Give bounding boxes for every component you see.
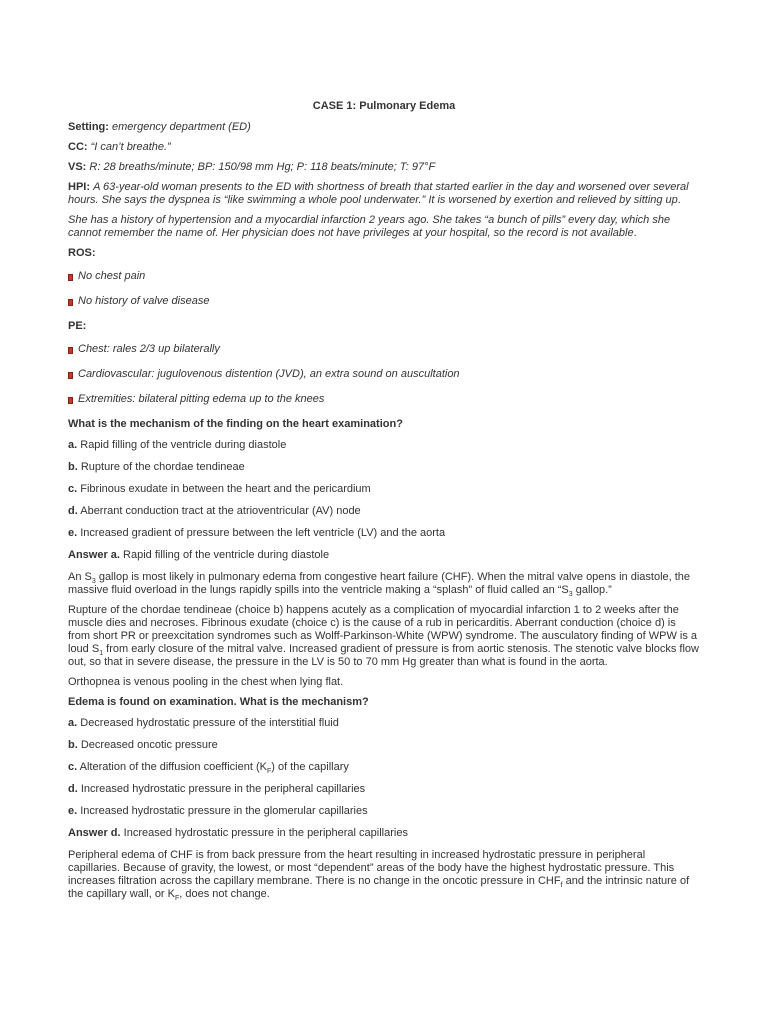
option-letter: d. bbox=[68, 783, 78, 795]
pe-label: PE: bbox=[68, 320, 87, 332]
pe-item-text: Cardiovascular: jugulovenous distention (JVD), an extra sound on auscultation bbox=[78, 368, 460, 380]
ros-label: ROS: bbox=[68, 247, 96, 259]
hpi-paragraph bbox=[68, 181, 700, 207]
option-text: Rupture of the chordae tendineae bbox=[80, 461, 245, 473]
hpi-label: HPI: bbox=[68, 181, 90, 193]
question-1: What is the mechanism of the finding on the heart examination? bbox=[68, 418, 403, 430]
q1-explanation-3: Orthopnea is venous pooling in the chest when lying flat. bbox=[68, 676, 344, 688]
ros-item bbox=[68, 295, 700, 308]
pe-item bbox=[68, 393, 700, 406]
option-text: Decreased oncotic pressure bbox=[80, 739, 218, 751]
subscript: F bbox=[175, 895, 180, 903]
option-text: Increased hydrostatic pressure in the glomerular capillaries bbox=[80, 805, 368, 817]
history-end: . bbox=[633, 227, 637, 239]
pe-item bbox=[68, 368, 700, 381]
q1-option-a bbox=[68, 439, 700, 452]
q1-option-d bbox=[68, 505, 700, 518]
ros-item bbox=[68, 270, 700, 283]
option-text: Increased hydrostatic pressure in the peripheral capillaries bbox=[80, 783, 366, 795]
option-text: ) of the capillary bbox=[271, 761, 349, 773]
answer-text: Rapid filling of the ventricle during diastole bbox=[123, 549, 330, 561]
case-title: CASE 1: Pulmonary Edema bbox=[312, 100, 456, 112]
ros-heading bbox=[68, 247, 700, 260]
subscript: 3 bbox=[568, 591, 573, 599]
q1-answer bbox=[68, 549, 700, 562]
option-text: Alteration of the diffusion coefficient (K bbox=[79, 761, 267, 773]
bullet-icon bbox=[68, 347, 73, 354]
setting-line bbox=[68, 121, 700, 134]
q1-explanation-2 bbox=[68, 604, 700, 669]
cc-label: CC: bbox=[68, 141, 88, 153]
q2-option-c bbox=[68, 761, 700, 774]
option-letter: c. bbox=[68, 761, 78, 773]
q2-option-a bbox=[68, 717, 700, 730]
option-text: Decreased hydrostatic pressure of the interstitial fluid bbox=[80, 717, 339, 729]
q1-option-e bbox=[68, 527, 700, 540]
vital-signs-line bbox=[68, 161, 700, 174]
q1-explanation-1 bbox=[68, 571, 700, 597]
text-segment: , does not change. bbox=[179, 888, 270, 900]
subscript: 1 bbox=[99, 650, 104, 658]
hpi-end: . bbox=[677, 194, 681, 206]
q2-explanation bbox=[68, 849, 700, 901]
text-segment: Rupture of the chordae tendineae (choice b) happens acutely as a complication of myocardial infarction 1 to 2 weeks after the muscle dies and necroses. Fibrinous exudate (choice c) is the cause of a rub in pericarditis. Aberrant conduction (choice d) is from short PR or preexcitation syndromes such as Wolff-Parkinson-White (WPW) syndrome. The ausculatory finding of WPW is a loud S bbox=[68, 604, 698, 655]
option-text: Aberrant conduction tract at the atrioventricular (AV) node bbox=[80, 505, 361, 517]
text-segment: An S bbox=[68, 571, 92, 583]
subscript: F bbox=[266, 768, 272, 776]
q2-answer bbox=[68, 827, 700, 840]
text-segment: from early closure of the mitral valve. Increased gradient of pressure is from aortic stenosis. The stenotic valve blocks flow out, so that in severe disease, the pressure in the LV is 50 to 70 mm Hg greater than what is found in the aorta. bbox=[68, 643, 699, 668]
option-letter: b. bbox=[68, 461, 78, 473]
vs-value: R: 28 breaths/minute; BP: 150/98 mm Hg; P: 118 beats/minute; T: 97°F bbox=[89, 161, 436, 173]
pe-item bbox=[68, 343, 700, 356]
option-text: Fibrinous exudate in between the heart and the pericardium bbox=[80, 483, 371, 495]
q1-option-b bbox=[68, 461, 700, 474]
option-letter: a. bbox=[68, 717, 78, 729]
q2-option-e bbox=[68, 805, 700, 818]
option-letter: b. bbox=[68, 739, 78, 751]
chief-complaint-line bbox=[68, 141, 700, 154]
vs-label: VS: bbox=[68, 161, 87, 173]
subscript: f bbox=[560, 882, 563, 890]
history-text: She has a history of hypertension and a myocardial infarction 2 years ago. She takes “a bunch of pills” every day, which she cannot remember the name of. Her physician does not have privileges at your hospital, so the record is not available bbox=[68, 214, 671, 239]
q2-option-d bbox=[68, 783, 700, 796]
text-segment: Peripheral edema of CHF is from back pressure from the heart resulting in increased hydrostatic pressure in peripheral capillaries. Because of gravity, the lowest, or most “dependent” areas of the body have the highest hydrostatic pressure. This increases filtration across the capillary membrane. There is no change in the oncotic pressure in CHF bbox=[68, 849, 675, 887]
cc-value: “I can’t breathe.” bbox=[90, 141, 171, 153]
hpi-text: A 63-year-old woman presents to the ED with shortness of breath that started earlier in the day and worsened over several hours. She says the dyspnea is “like swimming a whole pool underwater.” It is worsened by exertion and relieved by sitting up bbox=[68, 181, 689, 206]
setting-label: Setting: bbox=[68, 121, 109, 133]
q1-option-c bbox=[68, 483, 700, 496]
subscript: 3 bbox=[91, 578, 96, 586]
history-paragraph bbox=[68, 214, 700, 240]
bullet-icon bbox=[68, 274, 73, 281]
question-2: Edema is found on examination. What is the mechanism? bbox=[68, 696, 369, 708]
option-letter: c. bbox=[68, 483, 78, 495]
option-letter: a. bbox=[68, 439, 78, 451]
option-text: Increased gradient of pressure between the left ventricle (LV) and the aorta bbox=[80, 527, 446, 539]
bullet-icon bbox=[68, 397, 73, 404]
document-page bbox=[68, 100, 700, 908]
option-letter: d. bbox=[68, 505, 78, 517]
option-letter: e. bbox=[68, 805, 78, 817]
pe-heading bbox=[68, 320, 700, 333]
ros-item-text: No history of valve disease bbox=[78, 295, 210, 307]
text-segment: gallop.” bbox=[572, 584, 612, 596]
answer-label: Answer a. bbox=[68, 549, 120, 561]
text-segment: and the intrinsic nature of the capillary wall, or K bbox=[68, 875, 690, 900]
answer-text: Increased hydrostatic pressure in the peripheral capillaries bbox=[123, 827, 408, 839]
q2-option-b bbox=[68, 739, 700, 752]
option-letter: e. bbox=[68, 527, 78, 539]
answer-label: Answer d. bbox=[68, 827, 121, 839]
option-text: Rapid filling of the ventricle during diastole bbox=[80, 439, 287, 451]
text-segment: gallop is most likely in pulmonary edema from congestive heart failure (CHF). When the mitral valve opens in diastole, the massive fluid overload in the lungs rapidly spills into the ventricle making a “splash” of fluid called an “S bbox=[68, 571, 691, 596]
pe-item-text: Extremities: bilateral pitting edema up to the knees bbox=[78, 393, 325, 405]
ros-item-text: No chest pain bbox=[78, 270, 146, 282]
pe-item-text: Chest: rales 2/3 up bilaterally bbox=[78, 343, 220, 355]
bullet-icon bbox=[68, 372, 73, 379]
bullet-icon bbox=[68, 299, 73, 306]
setting-value: emergency department (ED) bbox=[112, 121, 251, 133]
